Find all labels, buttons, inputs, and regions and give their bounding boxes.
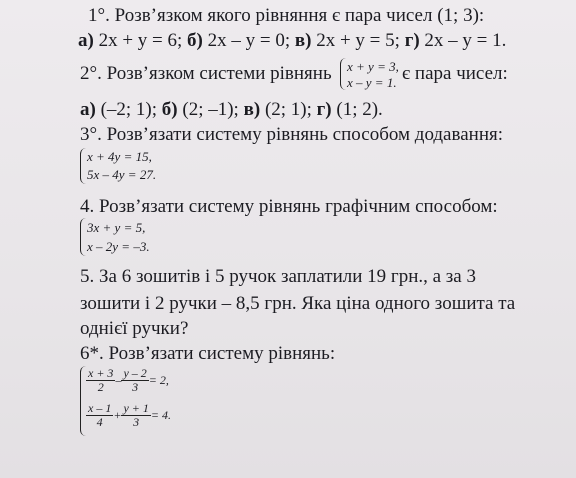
task6-question: 6*. Розв’язати систему рівнянь: [80, 343, 336, 364]
task4-system-eq2: x – 2y = –3. [87, 239, 150, 254]
task6-eq2-frac2 [121, 402, 150, 429]
task6-eq1-frac1 [86, 367, 115, 394]
task1-option-a: 2x + y = 6; [98, 30, 183, 51]
task6-eq1-frac1-num: x + 3 [88, 366, 114, 380]
task6-eq2-op: + [113, 408, 122, 422]
task2-option-b: (2; –1); [182, 99, 239, 120]
task1-option-c: 2x + y = 5; [316, 30, 400, 51]
task1-option-b-letter: б) [187, 30, 203, 51]
task2-system-brace [340, 58, 347, 90]
task4-system-eq1: 3x + y = 5, [87, 220, 146, 235]
task6-eq2-frac2-den: 3 [133, 415, 140, 429]
task2-option-c: (2; 1); [264, 99, 312, 120]
task3-system [80, 148, 170, 184]
task2-options [80, 99, 383, 121]
task6-eq2-frac1-num: x – 1 [88, 401, 112, 415]
task2-option-a-letter: а) [80, 99, 96, 120]
task3-system-brace [80, 148, 87, 184]
task1-option-d: 2x – y = 1. [424, 30, 507, 51]
task1-options [78, 30, 506, 52]
task5-line-2: зошити і 2 ручки – 8,5 грн. Яка ціна одного зошита та [80, 293, 516, 314]
task4-question: 4. Розв’язати систему рівнянь графічним способом: [80, 196, 498, 217]
task6-eq2-frac2-num: y + 1 [123, 401, 149, 415]
task6-eq1-frac2 [121, 367, 148, 394]
task6-eq1-rhs: = 2, [148, 373, 169, 387]
task4-system [80, 218, 170, 256]
task2-option-d: (1; 2). [336, 99, 383, 120]
task6-eq2-frac1 [86, 402, 113, 429]
task3-system-eq1: x + 4y = 15, [87, 149, 152, 164]
task6-eq2-rhs: = 4. [150, 408, 171, 422]
task2-question-end: є пара чисел: [402, 63, 508, 84]
task6-system [80, 366, 190, 436]
task2-option-c-letter: в) [243, 99, 261, 120]
task5-line-3: однієї ручки? [80, 318, 189, 339]
task1-option-a-letter: а) [78, 30, 94, 51]
task5-line-1: 5. За 6 зошитів і 5 ручок заплатили 19 грн., а за 3 [80, 266, 476, 287]
task2-question-start: 2°. Розв’язком системи рівнянь [80, 63, 332, 84]
task6-eq2-frac1-den: 4 [96, 415, 103, 429]
task2-system-eq2: x – y = 1. [347, 75, 397, 90]
task6-eq1-op: – [115, 373, 122, 387]
task4-system-brace [80, 218, 87, 256]
task1-question: 1°. Розв’язком якого рівняння є пара чисел (1; 3): [88, 5, 485, 26]
task6-eq1-frac2-den: 3 [132, 380, 139, 394]
task1-option-d-letter: г) [404, 30, 420, 51]
task1-option-b: 2x – y = 0; [207, 30, 291, 51]
task2-system-eq1: x + y = 3, [347, 59, 399, 74]
task1-option-c-letter: в) [294, 30, 312, 51]
task6-system-eq1 [86, 367, 169, 394]
task3-question: 3°. Розв’язати систему рівнянь способом додавання: [80, 124, 504, 145]
task6-eq1-frac1-den: 2 [97, 380, 104, 394]
task6-eq1-frac2-num: y – 2 [123, 366, 147, 380]
task2-option-d-letter: г) [316, 99, 332, 120]
task3-system-eq2: 5x – 4y = 27. [87, 167, 157, 182]
task2-option-b-letter: б) [161, 99, 178, 120]
task2-option-a: (–2; 1); [100, 99, 158, 120]
task2-system [340, 58, 400, 90]
task6-system-eq2 [86, 402, 171, 429]
